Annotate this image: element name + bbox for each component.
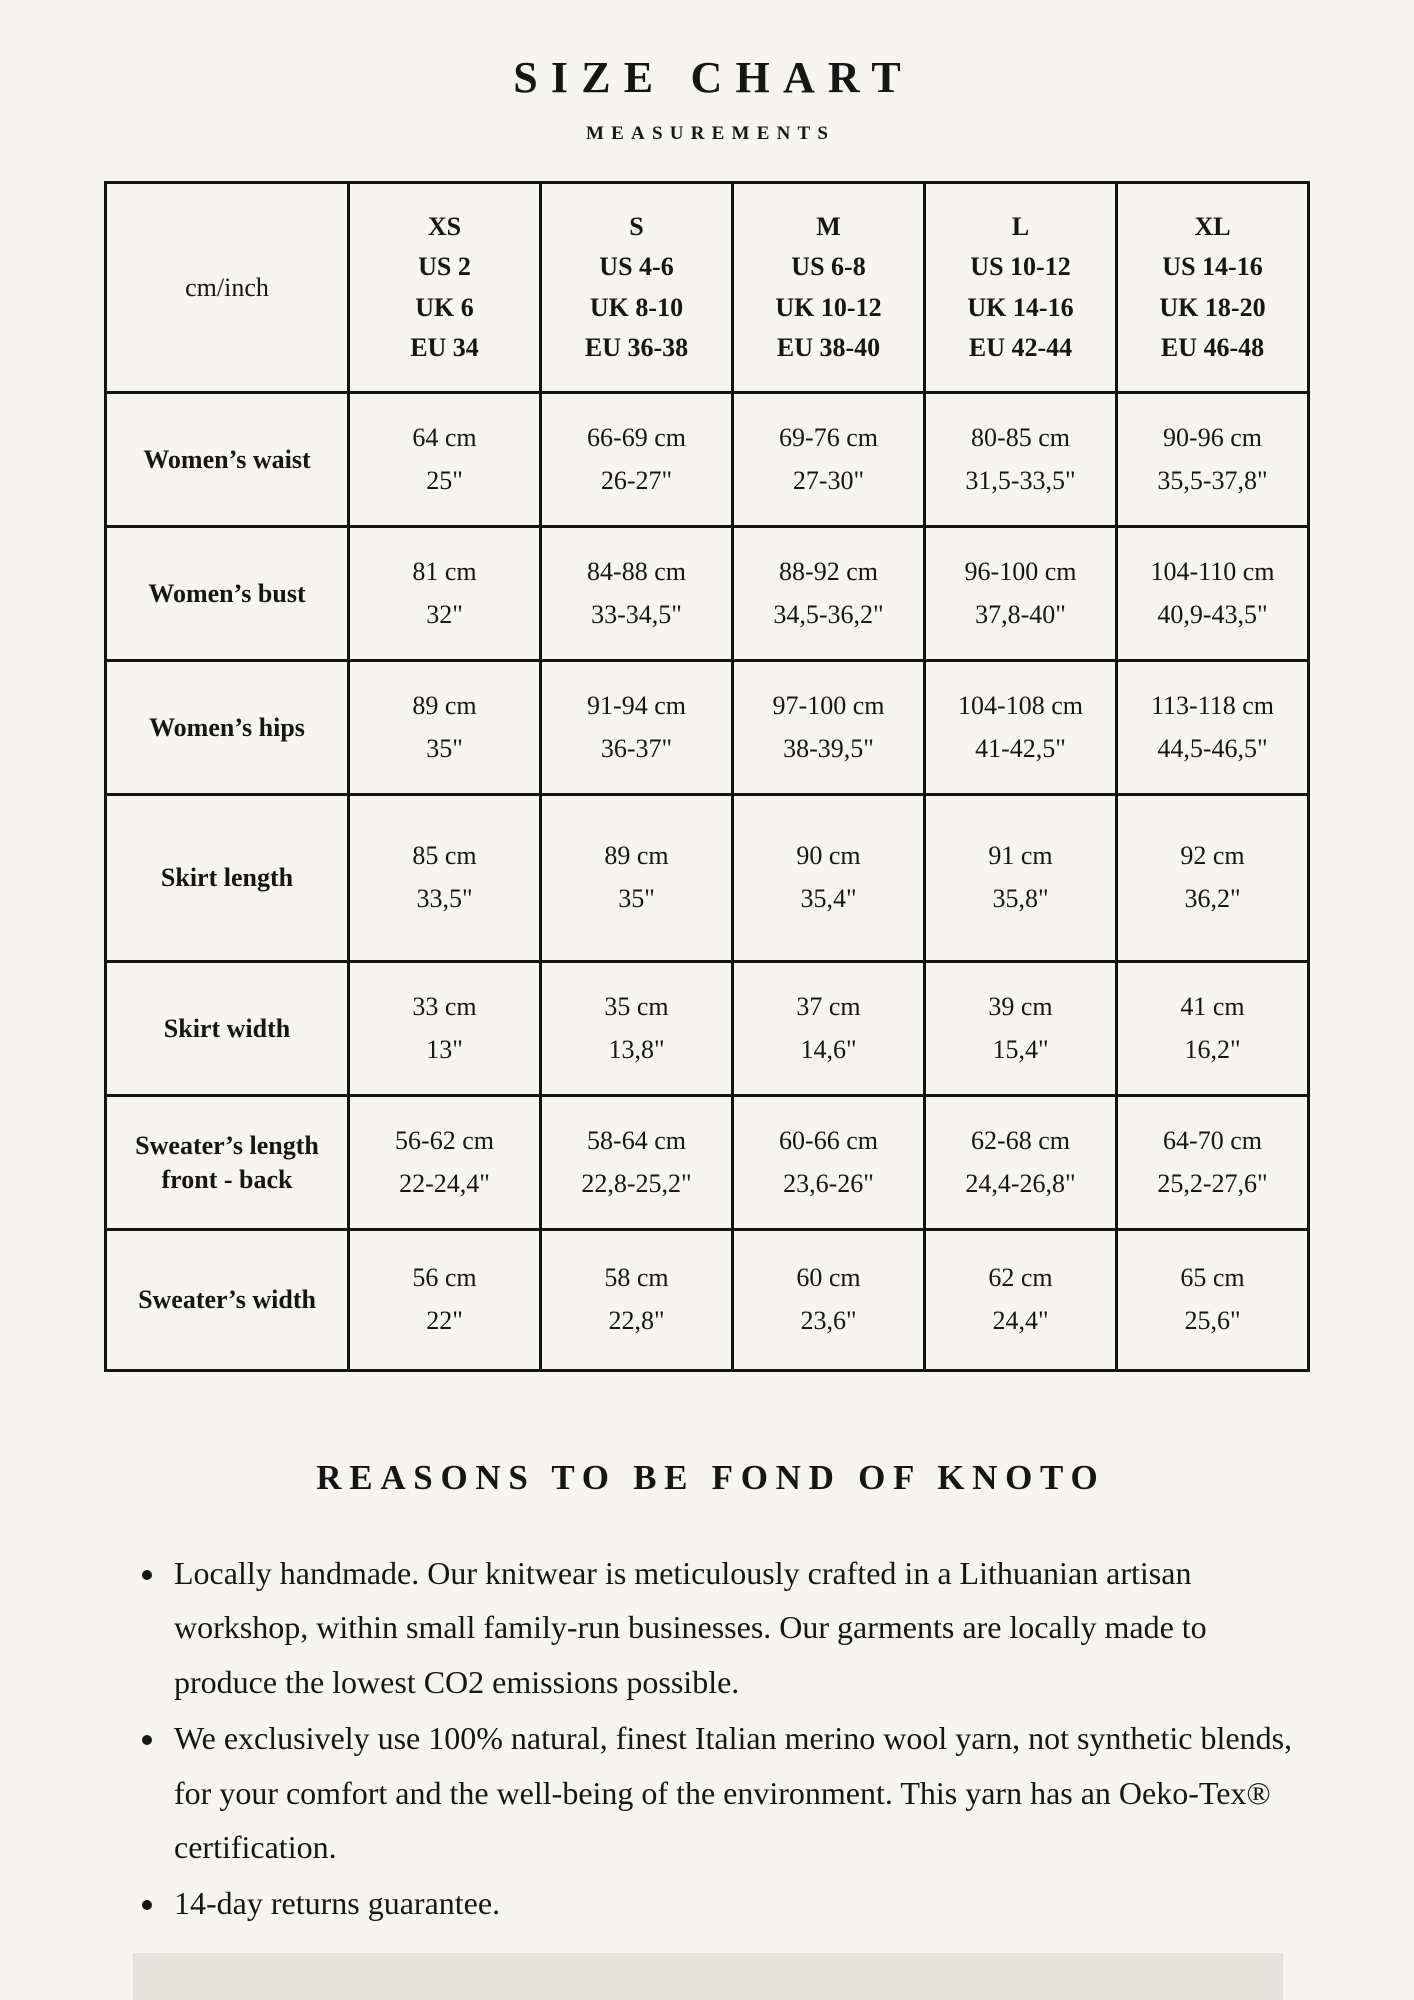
- size-uk: UK 6: [415, 292, 474, 322]
- table-row-sweater-width: [106, 1230, 1309, 1371]
- value-inch: 25": [426, 465, 463, 495]
- value-inch: 23,6-26": [783, 1168, 874, 1198]
- measurement-cell: [349, 962, 541, 1096]
- value-inch: 25,6": [1184, 1306, 1241, 1335]
- size-eu: EU 34: [410, 332, 479, 362]
- value-inch: 31,5-33,5": [965, 465, 1076, 495]
- header-cell-s: [541, 183, 733, 393]
- value-inch: 32": [426, 599, 463, 629]
- value-cm: 58-64 cm: [587, 1125, 686, 1155]
- value-cm: 91-94 cm: [587, 690, 686, 720]
- measurement-cell: [349, 1096, 541, 1230]
- value-inch: 23,6": [800, 1306, 857, 1335]
- page-title: SIZE CHART: [513, 53, 914, 102]
- value-cm: 56 cm: [412, 1263, 477, 1293]
- row-label: Women’s hips: [106, 661, 349, 795]
- value-inch: 38-39,5": [783, 733, 874, 763]
- value-inch: 35": [426, 733, 463, 763]
- measurement-cell: [349, 393, 541, 527]
- value-inch: 36-37": [600, 733, 673, 763]
- measurement-cell: [1117, 1230, 1309, 1371]
- value-cm: 64-70 cm: [1163, 1125, 1262, 1155]
- value-cm: 69-76 cm: [779, 422, 878, 452]
- value-cm: 81 cm: [412, 556, 477, 586]
- measurement-cell: [1117, 661, 1309, 795]
- header-cell-xl: [1117, 183, 1309, 393]
- value-cm: 84-88 cm: [587, 556, 686, 586]
- size-name: XL: [1194, 211, 1231, 241]
- measurement-cell: [349, 527, 541, 661]
- row-label: Women’s bust: [106, 527, 349, 661]
- table-row-womens-hips: [106, 661, 1309, 795]
- value-inch: 26-27": [600, 465, 673, 495]
- value-inch: 13,8": [608, 1034, 665, 1064]
- measurement-cell: [541, 962, 733, 1096]
- measurement-cell: [541, 661, 733, 795]
- value-cm: 58 cm: [604, 1263, 669, 1293]
- size-name: M: [816, 211, 841, 241]
- size-us: US 2: [418, 252, 471, 282]
- measurement-cell: [349, 1230, 541, 1371]
- measurement-cell: [733, 527, 925, 661]
- row-label: Skirt length: [106, 795, 349, 962]
- unit-label-cell: cm/inch: [106, 183, 349, 393]
- measurement-cell: [1117, 962, 1309, 1096]
- value-inch: 24,4-26,8": [965, 1168, 1076, 1198]
- measurement-cell: [733, 795, 925, 962]
- measurement-cell: [925, 1230, 1117, 1371]
- value-inch: 34,5-36,2": [773, 599, 884, 629]
- table-row-skirt-length: [106, 795, 1309, 962]
- measurement-cell: [349, 661, 541, 795]
- value-cm: 80-85 cm: [971, 422, 1070, 452]
- value-inch: 36,2": [1184, 884, 1241, 913]
- measurement-cell: [733, 962, 925, 1096]
- measurement-cell: [1117, 1096, 1309, 1230]
- size-eu: EU 36-38: [584, 332, 689, 362]
- measurement-cell: [541, 1230, 733, 1371]
- value-inch: 35,5-37,8": [1157, 465, 1268, 495]
- reason-item-natural-yarn: • We exclusively use 100% natural, finest Italian merino wool yarn, not synthetic blends, for your comfort and the well-being of the environment. This yarn has an Oeko-Tex® certification.: [168, 1711, 1302, 1874]
- measurement-cell: [541, 527, 733, 661]
- value-cm: 104-108 cm: [958, 690, 1083, 720]
- reason-item-locally-handmade: • Locally handmade. Our knitwear is meticulously crafted in a Lithuanian artisan workshop, within small family-run businesses. Our garments are locally made to produce the lowest CO2 emissions possible.: [168, 1546, 1302, 1709]
- size-name: L: [1011, 211, 1030, 241]
- row-label: Sweater’s length front - back: [106, 1096, 349, 1230]
- value-inch: 33,5": [416, 884, 473, 913]
- size-name: XS: [427, 211, 462, 241]
- table-row-skirt-width: [106, 962, 1309, 1096]
- value-cm: 91 cm: [988, 841, 1053, 871]
- measurement-cell: [541, 1096, 733, 1230]
- value-inch: 40,9-43,5": [1157, 599, 1268, 629]
- value-inch: 24,4": [992, 1306, 1049, 1335]
- size-uk: UK 18-20: [1159, 292, 1266, 322]
- measurement-cell: [733, 661, 925, 795]
- size-eu: EU 38-40: [776, 332, 881, 362]
- value-inch: 44,5-46,5": [1157, 733, 1268, 763]
- value-cm: 37 cm: [796, 991, 861, 1021]
- measurement-cell: [1117, 393, 1309, 527]
- table-header-row: [106, 183, 1309, 393]
- measurement-cell: [541, 795, 733, 962]
- size-uk: UK 10-12: [775, 292, 882, 322]
- value-cm: 89 cm: [604, 841, 669, 871]
- value-cm: 33 cm: [412, 991, 477, 1021]
- size-uk: UK 14-16: [967, 292, 1074, 322]
- value-inch: 27-30": [792, 465, 865, 495]
- size-us: US 14-16: [1162, 252, 1263, 282]
- value-inch: 22": [426, 1306, 463, 1335]
- value-cm: 56-62 cm: [395, 1125, 494, 1155]
- measurement-cell: [733, 1096, 925, 1230]
- value-cm: 64 cm: [412, 422, 477, 452]
- measurement-cell: [925, 1096, 1117, 1230]
- measurement-cell: [541, 393, 733, 527]
- value-inch: 37,8-40": [975, 599, 1066, 629]
- value-cm: 90 cm: [796, 841, 861, 871]
- value-cm: 60 cm: [796, 1263, 861, 1293]
- measurement-cell: [925, 962, 1117, 1096]
- value-cm: 39 cm: [988, 991, 1053, 1021]
- size-eu: EU 46-48: [1160, 332, 1265, 362]
- table-row-sweater-length: [106, 1096, 1309, 1230]
- measurement-cell: [349, 795, 541, 962]
- measurement-cell: [925, 527, 1117, 661]
- value-cm: 35 cm: [604, 991, 669, 1021]
- measurement-cell: [925, 795, 1117, 962]
- value-cm: 92 cm: [1180, 841, 1245, 871]
- value-inch: 22,8-25,2": [581, 1168, 692, 1198]
- value-cm: 113-118 cm: [1151, 690, 1274, 720]
- measurement-cell: [925, 393, 1117, 527]
- value-inch: 35,8": [992, 884, 1049, 913]
- value-cm: 65 cm: [1180, 1263, 1245, 1293]
- next-section-preview: [133, 1953, 1283, 2000]
- value-inch: 14,6": [800, 1034, 857, 1064]
- measurement-cell: [733, 393, 925, 527]
- value-inch: 41-42,5": [975, 733, 1066, 763]
- value-inch: 35,4": [800, 884, 857, 913]
- value-cm: 66-69 cm: [587, 422, 686, 452]
- size-us: US 6-8: [791, 252, 866, 282]
- size-us: US 10-12: [970, 252, 1071, 282]
- value-cm: 62 cm: [988, 1263, 1053, 1293]
- page-subtitle: MEASUREMENTS: [586, 123, 836, 144]
- table-row-womens-bust: [106, 527, 1309, 661]
- row-label: Women’s waist: [106, 393, 349, 527]
- reason-item-returns-guarantee: • 14-day returns guarantee.: [168, 1876, 1302, 1930]
- value-inch: 25,2-27,6": [1157, 1168, 1268, 1198]
- value-cm: 41 cm: [1180, 991, 1245, 1021]
- reasons-heading: REASONS TO BE FOND OF KNOTO: [316, 1458, 1106, 1497]
- row-label: Sweater’s width: [106, 1230, 349, 1371]
- value-inch: 15,4": [992, 1034, 1049, 1064]
- value-inch: 33-34,5": [591, 599, 682, 629]
- measurement-cell: [1117, 795, 1309, 962]
- table-row-womens-waist: [106, 393, 1309, 527]
- row-label: Skirt width: [106, 962, 349, 1096]
- value-cm: 88-92 cm: [779, 556, 878, 586]
- value-cm: 60-66 cm: [779, 1125, 878, 1155]
- header-cell-m: [733, 183, 925, 393]
- size-chart-table: [104, 181, 1310, 1372]
- value-inch: 22,8": [608, 1306, 665, 1335]
- value-cm: 104-110 cm: [1150, 556, 1275, 586]
- value-inch: 16,2": [1184, 1034, 1241, 1064]
- value-cm: 89 cm: [412, 690, 477, 720]
- value-cm: 62-68 cm: [971, 1125, 1070, 1155]
- value-inch: 35": [618, 884, 655, 913]
- value-cm: 96-100 cm: [964, 556, 1077, 586]
- size-eu: EU 42-44: [968, 332, 1073, 362]
- value-cm: 90-96 cm: [1163, 422, 1262, 452]
- value-inch: 22-24,4": [399, 1168, 490, 1198]
- value-cm: 97-100 cm: [772, 690, 885, 720]
- size-uk: UK 8-10: [589, 292, 684, 322]
- header-cell-xs: [349, 183, 541, 393]
- measurement-cell: [733, 1230, 925, 1371]
- reasons-list: [112, 1546, 1302, 1931]
- value-cm: 85 cm: [412, 841, 477, 871]
- size-name: S: [629, 211, 644, 241]
- measurement-cell: [1117, 527, 1309, 661]
- header-cell-l: [925, 183, 1117, 393]
- measurement-cell: [925, 661, 1117, 795]
- size-us: US 4-6: [599, 252, 674, 282]
- value-inch: 13": [426, 1034, 463, 1064]
